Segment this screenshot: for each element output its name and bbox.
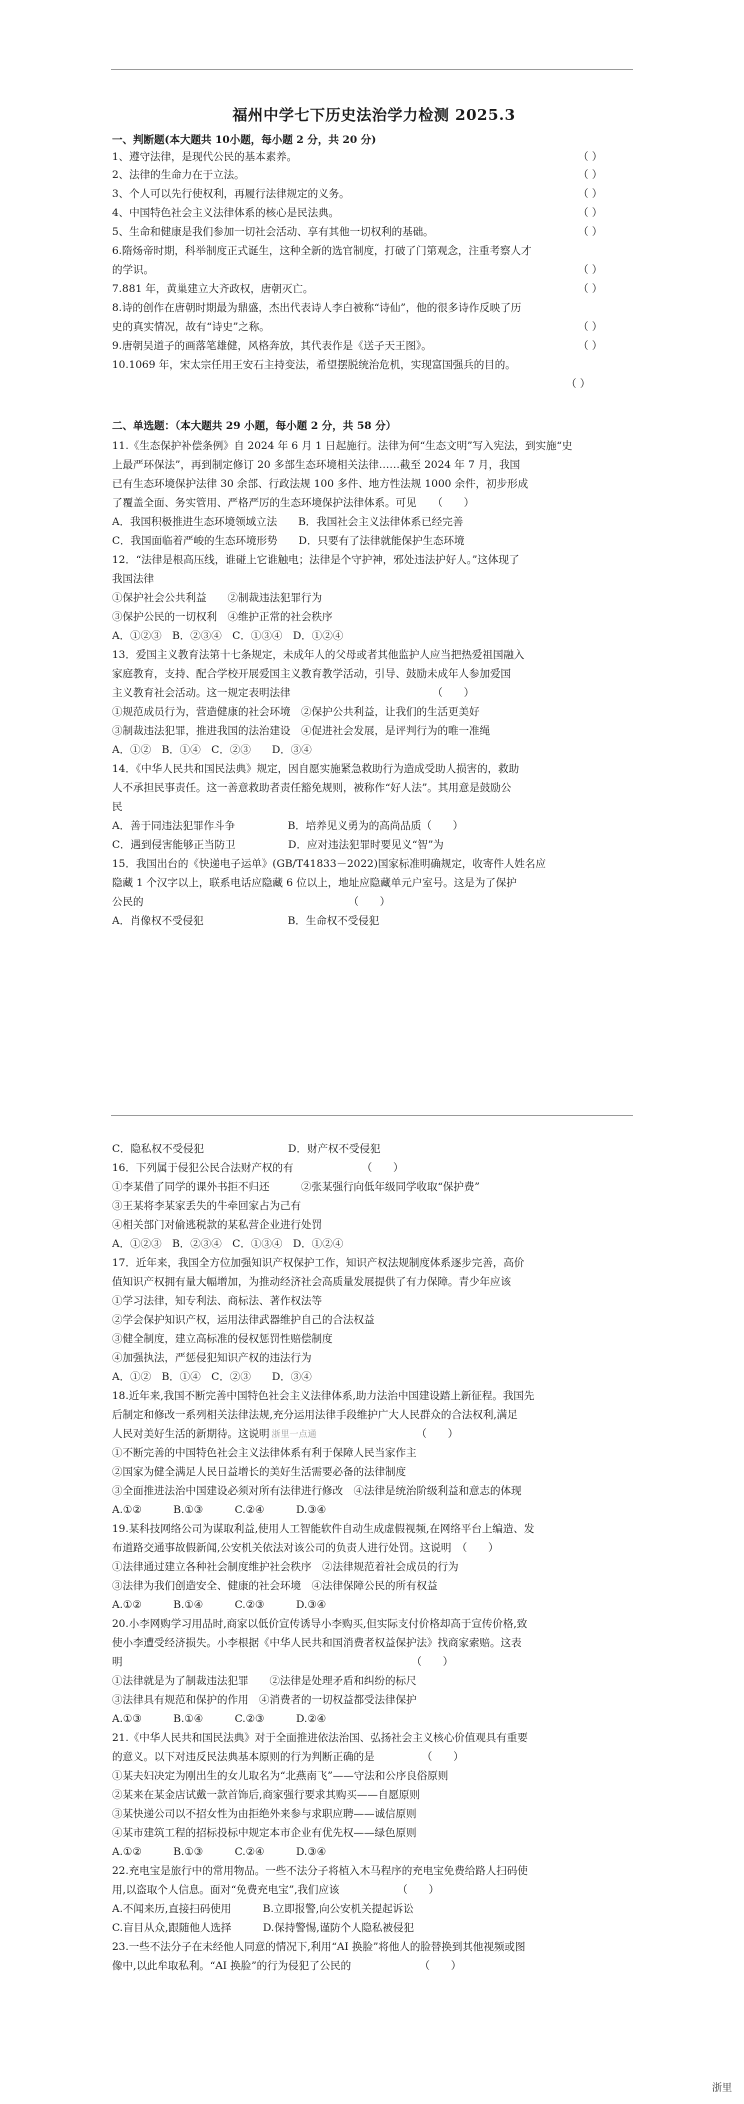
judge-item-5: 5、生命和健康是我们参加一切社会活动、享有其他一切权利的基础。 — [112, 226, 434, 238]
question-text-line: 14．《中华人民共和国民法典》规定，因自愿实施紧急救助行为造成受助人损害的，救助 — [112, 763, 520, 775]
question-text-line: 22.充电宝是旅行中的常用物品。一些不法分子将植入木马程序的充电宝免费给路人扫码使 — [112, 1865, 528, 1877]
question-text-line: 后制定和修改一系列相关法律法规,充分运用法律手段维护广大人民群众的合法权利,满足 — [112, 1409, 518, 1421]
question-text-line: ③保护公民的一切权利 ④维护正常的社会秩序 — [112, 611, 333, 623]
question-text-line — [112, 1427, 636, 1442]
question-text-line: ③王某将李某家丢失的牛牵回家占为己有 — [112, 1200, 301, 1212]
question-text-line: 23.一些不法分子在未经他人同意的情况下,利用“AI 换脸”将他人的脸替换到其他视频或图 — [112, 1941, 526, 1953]
question-text-line: 的意义。以下对违反民法典基本原则的行为判断正确的是 （ ） — [112, 1751, 464, 1763]
answer-paren: （ ） — [578, 188, 603, 200]
question-text-line: 17．近年来，我国全方位加强知识产权保护工作，知识产权法规制度体系逐步完善，高价 — [112, 1257, 525, 1269]
question-text-line: 使小李遭受经济损失。小李根据《中华人民共和国消费者权益保护法》找商家索赔。这表 — [112, 1637, 522, 1649]
answer-paren: （ ） — [578, 283, 603, 295]
question-text-line: ④相关部门对偷逃税款的某私营企业进行处罚 — [112, 1219, 322, 1231]
question-text-line: 用,以盗取个人信息。面对“免费充电宝”,我们应该 （ ） — [112, 1884, 440, 1896]
question-text-line: 15．我国出台的《快递电子运单》(GB/T41833－2022)国家标准明确规定，收寄件人姓名应 — [112, 858, 546, 870]
exam-title: 福州中学七下历史法治学力检测 2025.3 — [232, 106, 516, 124]
question-text-line: 20.小李网购学习用品时,商家以低价宣传诱导小李购买,但实际支付价格却高于宣传价格,致 — [112, 1618, 528, 1630]
judge-item-9: 9.唐朝吴道子的画落笔雄健，风格奔放，其代表作是《送子天王图》。 — [112, 340, 432, 352]
question-text-line: 21.《中华人民共和国民法典》对于全面推进依法治国、弘扬社会主义核心价值观具有重要 — [112, 1732, 528, 1744]
answer-paren: （ ） — [566, 378, 591, 390]
question-text-line: A.①② B.①④ C.②③ D.③④ — [112, 1599, 327, 1611]
question-text-line: ①保护社会公共利益 ②制裁违法犯罪行为 — [112, 592, 322, 604]
question-text-line: 像中,以此牟取私利。“AI 换脸”的行为侵犯了公民的 （ ） — [112, 1960, 462, 1972]
answer-paren: （ ） — [578, 321, 603, 333]
question-text-line: A．①②③ B．②③④ C．①③④ D．①②④ — [112, 1238, 344, 1250]
question-text-line: ①规范成员行为，营造健康的社会环境 ②保护公共利益，让我们的生活更美好 — [112, 706, 480, 718]
question-text-line: ③制裁违法犯罪，推进我国的法治建设 ④促进社会发展，是评判行为的唯一准绳 — [112, 725, 490, 737]
answer-paren: （ ） — [578, 226, 603, 238]
question-text-line: ③全面推进法治中国建设必须对所有法律进行修改 ④法律是统治阶级利益和意志的体现 — [112, 1485, 522, 1497]
question-text-line: ②学会保护知识产权，运用法律武器维护自己的合法权益 — [112, 1314, 375, 1326]
judge-item-7: 7.881 年，黄巢建立大齐政权，唐朝灭亡。 — [112, 283, 314, 295]
question-text-line: A．①②③ B．②③④ C．①③④ D．①②④ — [112, 630, 344, 642]
question-text-line: 布道路交通事故假新闻,公安机关依法对该公司的负责人进行处罚。这说明 （ ） — [112, 1542, 499, 1554]
judge-item-10: 10.1069 年，宋太宗任用王安石主持变法，希望摆脱统治危机，实现富国强兵的目的。 — [112, 359, 516, 371]
question-text-line: ④加强执法，严惩侵犯知识产权的违法行为 — [112, 1352, 312, 1364]
question-text-line: 了覆盖全面、务实管用、严格严厉的生态环境保护法律体系。可见 （ ） — [112, 497, 475, 509]
judge-item-1: 1、遵守法律，是现代公民的基本素养。 — [112, 151, 298, 163]
judge-item-2: 2、法律的生命力在于立法。 — [112, 169, 245, 181]
judge-item-8-cont: 史的真实情况，故有“诗史”之称。 — [112, 321, 270, 333]
judge-item-6: 6.隋炀帝时期，科举制度正式诞生，这种全新的选官制度，打破了门第观念，注重考察人才 — [112, 245, 532, 257]
question-text-line: 11.《生态保护补偿条例》自 2024 年 6 月 1 日起施行。法律为何“生态文明”写入宪法，到实施“史 — [112, 440, 573, 452]
question-text-line: C．遇到侵害能够正当防卫 D．应对违法犯罪时要见义“智”为 — [112, 839, 444, 851]
question-text-line: 隐藏 1 个汉字以上，联系电话应隐藏 6 位以上，地址应隐藏单元户室号。这是为了保护 — [112, 877, 517, 889]
question-text-line: A．善于同违法犯罪作斗争 B．培养见义勇为的高尚品质（ ） — [112, 820, 464, 832]
question-text-line: ④某市建筑工程的招标投标中规定本市企业有优先权——绿色原则 — [112, 1827, 417, 1839]
question-text-line: A.①③ B.①④ C.②③ D.②④ — [112, 1713, 327, 1725]
section-1-heading: 一、判断题(本大题共 10小题，每小题 2 分，共 20 分) — [112, 134, 377, 146]
question-text-line: A.①② B.①③ C.②④ D.③④ — [112, 1504, 327, 1516]
watermark: 浙里一点通 — [271, 1430, 317, 1440]
question-text-line: A．我国积极推进生态环境领域立法 B．我国社会主义法律体系已经完善 — [112, 516, 464, 528]
question-text-line: ①法律就是为了制裁违法犯罪 ②法律是处理矛盾和纠纷的标尺 — [112, 1675, 417, 1687]
top-rule — [111, 69, 633, 70]
judge-item-6-cont: 的学识。 — [112, 264, 154, 276]
question-text-line: 13．爱国主义教育法第十七条规定，未成年人的父母或者其他监护人应当把热爱祖国融入 — [112, 649, 525, 661]
question-text-line: 已有生态环境保护法律 30 余部、行政法规 100 多件、地方性法规 1000 余件，初步形成 — [112, 478, 529, 490]
question-text-line: 12．“法律是根高压线，谁碰上它谁触电；法律是个守护神，邪处违法护好人。”这体现了 — [112, 554, 520, 566]
question-text-line: ③健全制度，建立高标准的侵权惩罚性赔偿制度 — [112, 1333, 333, 1345]
question-text-line: 明 （ ） — [112, 1656, 454, 1668]
question-text-line: ①不断完善的中国特色社会主义法律体系有利于保障人民当家作主 — [112, 1447, 417, 1459]
question-text-line: ③某快递公司以不招女性为由拒绝外来参与求职应聘——诚信原则 — [112, 1808, 417, 1820]
question-text-line: 我国法律 — [112, 573, 154, 585]
question-text-line: A．①② B．①④ C．②③ D．③④ — [112, 744, 312, 756]
question-text-line: ②某来在某金店试戴一款首饰后,商家强行要求其购买——自愿原则 — [112, 1789, 420, 1801]
question-text-line: C．隐私权不受侵犯 D．财产权不受侵犯 — [112, 1143, 381, 1155]
answer-paren: （ ） — [578, 207, 603, 219]
question-text-line: ①李某借了同学的课外书拒不归还 ②张某强行向低年级同学收取“保护费” — [112, 1181, 480, 1193]
question-text-line: 公民的 （ ） — [112, 896, 391, 908]
judge-item-8: 8.诗的创作在唐朝时期最为鼎盛，杰出代表诗人李白被称“诗仙”，他的很多诗作反映了历 — [112, 302, 522, 314]
question-text-line: C.盲目从众,跟随他人选择 D.保持警惕,谨防个人隐私被侵犯 — [112, 1922, 415, 1934]
question-text-line: 家庭教育，支持、配合学校开展爱国主义教育教学活动，引导、鼓励未成年人参加爱国 — [112, 668, 511, 680]
question-text-fragment: 人民对美好生活的新期待。这说明 — [112, 1428, 270, 1440]
question-text-line: A．①② B．①④ C．②③ D．③④ — [112, 1371, 312, 1383]
question-text-line: C．我国面临着严峻的生态环境形势 D．只要有了法律就能保护生态环境 — [112, 535, 465, 547]
question-text-line: ①学习法律，知专利法、商标法、著作权法等 — [112, 1295, 322, 1307]
section-2-heading: 二、单选题：（本大题共 29 小题，每小题 2 分，共 58 分） — [112, 420, 397, 432]
question-text-line: ②国家为健全满足人民日益增长的美好生活需要必备的法律制度 — [112, 1466, 406, 1478]
question-text-line: 上最严环保法”，再到制定修订 20 多部生态环境相关法律……截至 2024 年 7 月，我国 — [112, 459, 521, 471]
question-text-line: 值知识产权拥有量大幅增加，为推动经济社会高质量发展提供了有力保障。青少年应该 — [112, 1276, 511, 1288]
question-text-fragment: （ ） — [316, 1428, 459, 1440]
answer-paren: （ ） — [578, 340, 603, 352]
question-text-line: ①法律通过建立各种社会制度维护社会秩序 ②法律规范着社会成员的行为 — [112, 1561, 459, 1573]
judge-item-4: 4、中国特色社会主义法律体系的核心是民法典。 — [112, 207, 340, 219]
answer-paren: （ ） — [578, 169, 603, 181]
corner-watermark: 浙里 — [712, 2083, 732, 2094]
question-text-line: A.①② B.①③ C.②④ D.③④ — [112, 1846, 327, 1858]
question-text-line: A.不闻来历,直接扫码使用 B.立即报警,向公安机关提起诉讼 — [112, 1903, 414, 1915]
question-text-line: 民 — [112, 801, 123, 813]
answer-paren: （ ） — [578, 151, 603, 163]
question-text-line: 19.某科技网络公司为谋取利益,使用人工智能软件自动生成虚假视频,在网络平台上编造、发 — [112, 1523, 535, 1535]
page-divider — [111, 1115, 633, 1116]
question-text-line: ①某夫妇决定为刚出生的女儿取名为“北燕南飞”——守法和公序良俗原则 — [112, 1770, 449, 1782]
question-text-line: 16．下列属于侵犯公民合法财产权的有 （ ） — [112, 1162, 404, 1174]
question-text-line: ③法律为我们创造安全、健康的社会环境 ④法律保障公民的所有权益 — [112, 1580, 438, 1592]
answer-paren: （ ） — [578, 264, 603, 276]
question-text-line: 18.近年来,我国不断完善中国特色社会主义法律体系,助力法治中国建设踏上新征程。我国先 — [112, 1390, 535, 1402]
question-text-line: 人不承担民事责任。这一善意救助者责任豁免规则，被称作“好人法”。其用意是鼓励公 — [112, 782, 512, 794]
question-text-line: A．肖像权不受侵犯 B．生命权不受侵犯 — [112, 915, 380, 927]
question-text-line: ③法律具有规范和保护的作用 ④消费者的一切权益都受法律保护 — [112, 1694, 417, 1706]
question-text-line: 主义教育社会活动。这一规定表明法律 （ ） — [112, 687, 475, 699]
judge-item-3: 3、个人可以先行使权利，再履行法律规定的义务。 — [112, 188, 350, 200]
